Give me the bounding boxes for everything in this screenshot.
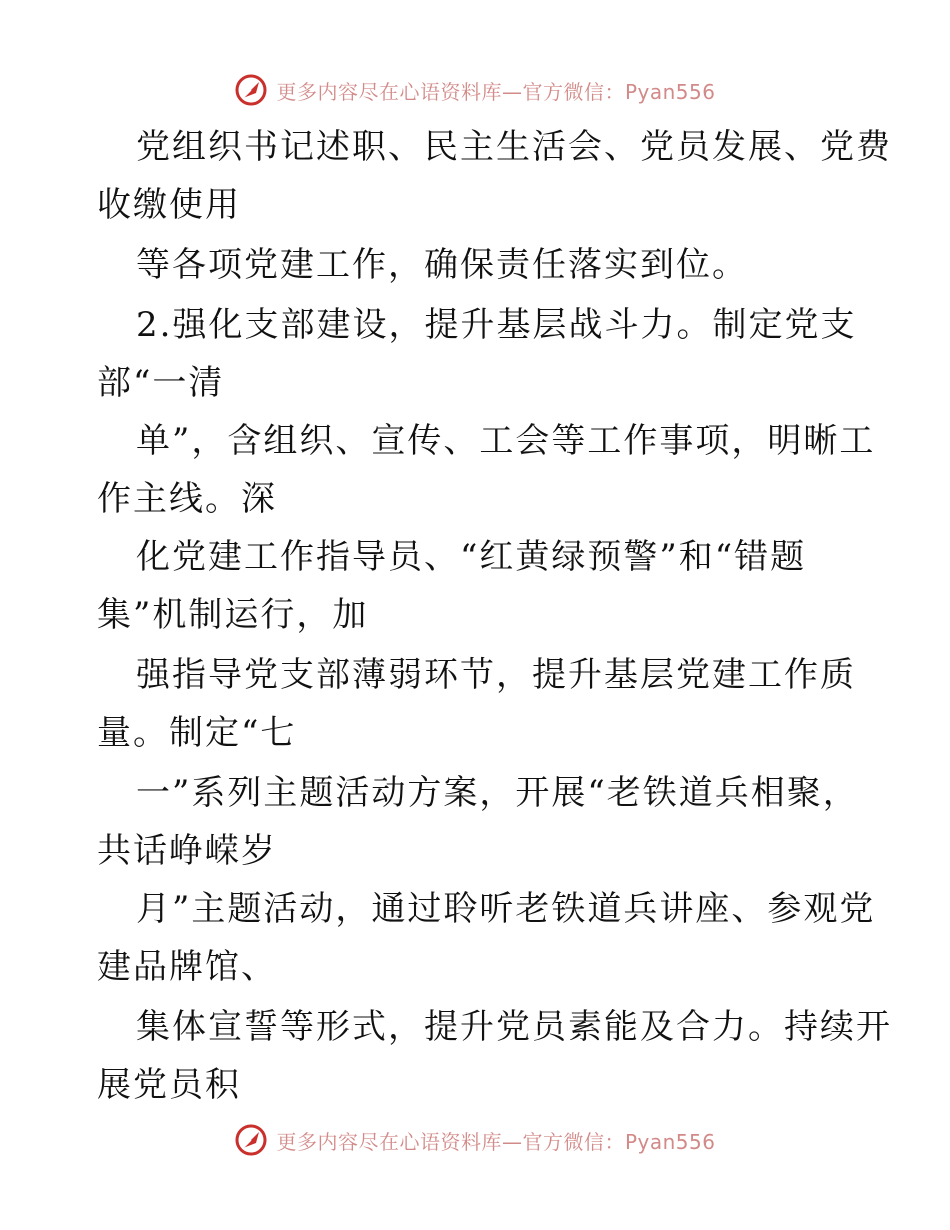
text-line: 集”机制运行，加: [97, 595, 369, 635]
text-line: 建品牌馆、: [97, 947, 277, 987]
quill-logo-icon: [234, 73, 268, 107]
text-line: 展党员积: [97, 1065, 241, 1105]
text-line: 等各项党建工作，确保责任落实到位。: [136, 245, 748, 285]
footer-watermark: [0, 1120, 950, 1160]
text-line: 2.强化支部建设，提升基层战斗力。制定党支: [136, 305, 857, 345]
watermark-text: 更多内容尽在心语资料库—官方微信：Pyan556: [276, 79, 716, 104]
text-line: 作主线。深: [97, 479, 277, 519]
text-line: 单”，含组织、宣传、工会等工作事项，明晰工: [136, 421, 876, 461]
header-watermark: [0, 70, 950, 110]
text-line: 化党建工作指导员、“红黄绿预警”和“错题: [136, 537, 807, 577]
text-line: 共话峥嵘岁: [97, 831, 277, 871]
text-line: 集体宣誓等形式，提升党员素能及合力。持续开: [136, 1007, 892, 1047]
watermark-text: 更多内容尽在心语资料库—官方微信：Pyan556: [276, 1129, 716, 1154]
text-line: 收缴使用: [97, 185, 241, 225]
text-line: 量。制定“七: [97, 713, 297, 753]
text-line: 一”系列主题活动方案，开展“老铁道兵相聚，: [136, 773, 859, 813]
text-line: 强指导党支部薄弱环节，提升基层党建工作质: [136, 655, 856, 695]
quill-logo-icon: [234, 1123, 268, 1157]
text-line: 部“一清: [97, 363, 225, 403]
text-line: 月”主题活动，通过聆听老铁道兵讲座、参观党: [136, 889, 876, 929]
text-line: 党组织书记述职、民主生活会、党员发展、党费: [136, 127, 892, 167]
